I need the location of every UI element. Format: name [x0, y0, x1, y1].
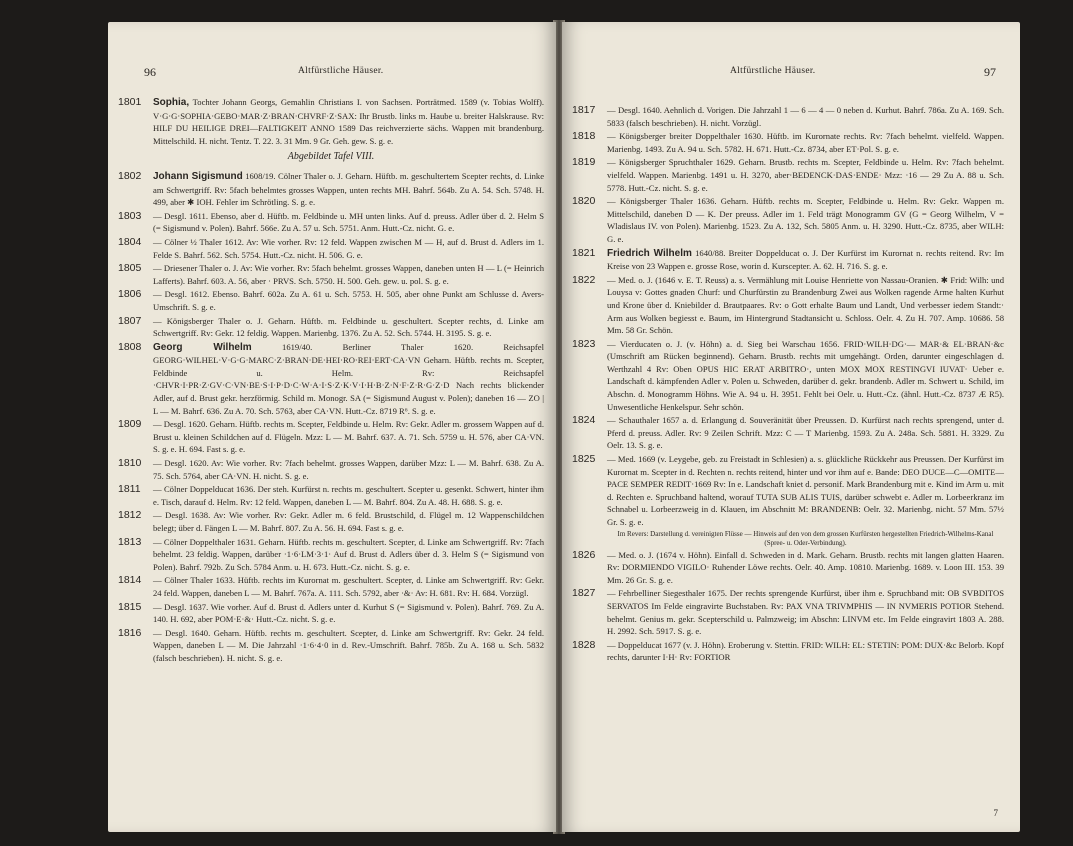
entry-description: — Desgl. 1640. Geharn. Hüftb. rechts m. geschultert. Scepter, d. Linke am Schwertgriff. Rv: Gekr. 24 feld. Wappen, daneben L — M. Die Jahrzahl ·1·6·4·0 in d. Rev.-Umschrift. Bahrf. 785b. Zu A. 168 u. Sch. 5832 (falsch beschrieben). H. nicht. S. g. e. — [153, 627, 544, 663]
entry-description: 1619/40. Berliner Thaler 1620. Reichsapfel GEORG·WILHEL·V·G·G·MARC·Z·BRAN·DE·HEI·RO·REI·ERT·CA·VN Geharn. Hüftb. rechts m. Scepter, Feldbinde u. Helm. Rv: Reichsapfel ·CHVR·I·PR·Z·GV·C·VN·BE·S·I·P·D·C·W·A·I·S·Z·K·V·I·H·B·Z·N·F·Z·R·G·Z·D Nach rechts blickender Adler, auf d. Brust gekr. herzförmig. Schild m. Monogr. SA (= Sigismund August v. Polen); daneben 16 — ZO | L — M. Bahrf. 636. Zu A. 70. Sch. 5763, aber CA·VN. Hutt.-Cz. 8719 R⁶. S. g. e. — [153, 341, 544, 416]
catalog-entry — [118, 574, 544, 599]
lot-number: 1812 — [118, 509, 142, 522]
catalog-entry — [118, 210, 544, 235]
catalog-entry — [572, 104, 1004, 129]
catalog-entry — [572, 130, 1004, 155]
entry-description: Im Revers: Darstellung d. vereinigten Flüsse — Hinweis auf den von dem grossen Kurfürsten hergestellten Friedrich-Wilhelms-Kanal (Spree- u. Oder-Verbindung). — [617, 529, 994, 547]
ruler-name: Georg Wilhelm — [153, 341, 252, 353]
catalog-entry — [572, 247, 1004, 273]
catalog-entry — [118, 262, 544, 287]
catalog-entry — [572, 549, 1004, 587]
lot-number: 1820 — [572, 195, 596, 208]
lot-number: 1807 — [118, 314, 142, 327]
catalog-entry — [118, 536, 544, 574]
running-header: Altfürstliche Häuser. — [730, 66, 816, 76]
ruler-name: Johann Sigismund — [153, 170, 243, 182]
catalog-entry — [572, 195, 1004, 245]
catalog-entry — [118, 315, 544, 340]
catalog-entry — [572, 338, 1004, 414]
entry-description: — Fehrbelliner Siegesthaler 1675. Der rechts sprengende Kurfürst, über ihm e. Spruchband mit: OB SVBDITOS SERVATOS Im Felde eingravirte Buchstaben. Rv: PAX VNA TRIVMPHIS — IN NVMERIS POTIOR Stehend. behelmt. Genius m. gekr. Scepterschild u. Palmzweig; im Abschn: LINVM etc. Im Felde eingravirt 1803 A. 288. H. 2992. Sch. 5917. S. g. e. — [607, 588, 1004, 637]
lot-number: 1815 — [118, 600, 142, 613]
lot-number: 1825 — [572, 453, 596, 466]
entry-description: — Cölner ½ Thaler 1612. Av: Wie vorher. Rv: 12 feld. Wappen zwischen M — H, auf d. Brust d. Adlers im 1. Felde S. Bahrf. 562. Sch. 5754. Hutt.-Cz. nicht. H. 506. G. e. — [153, 236, 544, 260]
lot-number: 1811 — [118, 483, 141, 496]
catalog-entry — [572, 639, 1004, 664]
lot-number: 1821 — [572, 246, 596, 259]
entry-description: — Doppelducat 1677 (v. J. Höhn). Eroberung v. Stettin. FRID: WILH: EL: STETIN: POM: DUX·&c Belorb. Kopf rechts, darunter I·H· Rv: FORTIOR — [607, 639, 1004, 663]
entry-description: — Desgl. 1638. Av: Wie vorher. Rv: Gekr. Adler m. 6 feld. Brustschild, d. Flügel m. 12 Wappenschildchen belegt; über d. Fängen L — M. Bahrf. 807. Zu A. 56. H. 694. Fast s. g. e. — [153, 510, 544, 533]
lot-number: 1828 — [572, 638, 596, 651]
entry-description: — Königsberger Thaler 1636. Geharn. Hüftb. rechts m. Scepter, Feldbinde u. Helm. Rv: Gekr. Wappen m. Mittelschild, daneben D — K. Der preuss. Adler im 1. Feld trägt Monogramm GV (G = Georg Wilhelm, V = Wladislaus IV. von Polen). Marienbg. 1523. Zu A. 132, Sch. 5805 Anm. u. H. 3290. Hutt.-Cz. 8735, aber WILH: G. e. — [607, 196, 1004, 244]
ruler-name: Sophia, — [153, 97, 190, 108]
entry-description: — Königsberger Thaler o. J. Geharn. Hüftb. m. Feldbinde u. geschultert. Scepter rechts, d. Linke am Schwertgriff. Rv: Gekr. 12 feldig. Wappen. Marienbg. 1376. Zu A. 52. Sch. 5744. H. 3195. S. g. e. — [153, 315, 544, 339]
lot-number: 1802 — [118, 169, 142, 182]
entry-description: 1608/19. Cölner Thaler o. J. Geharn. Hüftb. m. geschultertem Scepter rechts, d. Linke am Schwertgriff. Rv: 5fach behelmtes grosses Wappen, unten rechts MH. Bahrf. 564b. Zu A. 54. Sch. 5748. H. 499, aber ✱ IOH. Fehler im Schrötling. S. g. e. — [153, 170, 545, 208]
entry-description: — Königsberger breiter Doppelthaler 1630. Hüftb. im Kurornate rechts. Rv: 7fach behelmt. vielfeld. Wappen. Marienbg. 1493. Zu A. 94 u. Sch. 5782. H. 671. Hutt.-Cz. 8734, aber ET·Pol. S. g. e. — [607, 131, 1004, 154]
entry-description: — Desgl. 1611. Ebenso, aber d. Hüftb. m. Feldbinde u. MH unten links. Auf d. preuss. Adler über d. 2. Helm S (= Sigismund v. Polen). Bahrf. 566e. Zu A. 57 u. Sch. 5751. Anm. Hutt.-Cz. nicht. G. e. — [153, 210, 544, 234]
left-page — [108, 22, 556, 832]
entry-description: — Med. 1669 (v. Leygebe, geb. zu Freistadt in Schlesien) a. s. glückliche Rückkehr aus Preussen. Der Kurfürst im Kurornat m. Scepter in d. Rechten n. rechts reitend, hinter und vor ihm auf e. Bande: DEO DUCE—C—OMITE—PACE SEMPER REDIT·1669 Rv: In e. Landschaft kniet d. personif. Mark Brandenburg mit e. Kind im Arm u. mit d. Rechten e. Spruchband haltend, worauf TUTA SUB ALIS TUIS, darüber schwebt e. Adler m. Lorbeerkranz im Schnabel u. Lorbeerzweig in d. Klauen, im Abschnitt M: BRANDENB: Oelr. 32. Marienbg. nicht. 57 Mm. 57½ Gr. S. g. e. — [607, 454, 1004, 527]
running-header: Altfürstliche Häuser. — [298, 66, 384, 76]
catalog-entry — [572, 414, 1004, 452]
entry-description: — Cölner Doppelthaler 1631. Geharn. Hüftb. rechts m. geschultert. Scepter, d. Linke am Schwertgriff. Rv: 7fach behelmt. 23 feldig. Wappen, darüber ·1·6·LM·3·1· Auf d. Brust d. Adlers über d. 3. Helm S (= Sigismund von Polen). Bahrf. 792b. Zu Sch. 5784 Anm. u. H. 673. Hutt.-Cz. nicht. S. g. e. — [153, 536, 544, 572]
entry-description: — Desgl. 1612. Ebenso. Bahrf. 602a. Zu A. 61 u. Sch. 5753. H. 505, aber ohne Punkt am Schlusse d. Avers-Umschrift. S. g. e. — [153, 289, 544, 312]
catalog-entries — [118, 96, 544, 666]
lot-number: 1826 — [572, 548, 596, 561]
entry-description: — Desgl. 1640. Aehnlich d. Vorigen. Die Jahrzahl 1 — 6 — 4 — 0 neben d. Kurhut. Bahrf. 786a. Zu A. 169. Sch. 5833 (falsch beschrieben). H. nicht. Vorzügl. — [607, 105, 1004, 128]
lot-number: 1817 — [572, 104, 596, 116]
entry-description: — Schauthaler 1657 a. d. Erlangung d. Souveränität über Preussen. D. Kurfürst nach rechts sprengend, unter d. Pferd d. preuss. Adler. Rv: 9 Zeilen Schrift. Mzz: C — T Marienbg. 1593. Zu A. 248a. Sch. 5881. H. 3329. Zu Oelr. 13. S. g. e. — [607, 415, 1004, 451]
entry-description: — Königsberger Spruchthaler 1629. Geharn. Brustb. rechts m. Scepter, Feldbinde u. Helm. Rv: 7fach behelmt. vielfeld. Wappen. Marienbg. 1491 u. H. 3270, aber·BEDENCK·DAS·ENDE· Mzz: ·16 — 29 Zu A. 88 u. Sch. 5778. Hutt.-Cz. nicht. S. g. e. — [607, 157, 1004, 193]
lot-number: 1814 — [118, 574, 142, 587]
entry-description: — Med. o. J. (1646 v. E. T. Reuss) a. s. Vermählung mit Louise Henriette von Nassau-Oranien. ✱ Frid: Wilh: und Louysa v: Gottes gnaden Churf: und Churfürstin zu Brandenburg Zwei aus Wolken ragende Arme halten Kurhut und Krone über d. Kniebilder d. Brautpaares. Rv: o Gott erhalte Baum und Landt, Und verbesser iedem Standt:· Arm aus Wolken begiesst e. Baum, im Hintergrund Stadtansicht u. Schloss. Oelr. 4. Zu H. 707. Amp. 10686. 58 Mm. 58 Gr. Schön. — [607, 274, 1004, 336]
plate-note: Abgebildet Tafel VIII. — [287, 151, 375, 163]
entry-description: 1640/88. Breiter Doppelducat o. J. Der Kurfürst im Kurornat n. rechts reitend. Rv: Im Kreise von 23 Wappen e. grosse Rose, worin d. Kurscepter. A. 62. H. 716. S. g. e. — [607, 247, 1004, 272]
lot-number: 1818 — [572, 130, 596, 143]
catalog-entry — [118, 288, 544, 313]
lot-number: 1816 — [118, 626, 142, 639]
lot-number: 1823 — [572, 337, 596, 350]
catalog-entry — [572, 274, 1004, 337]
catalog-entry — [572, 587, 1004, 637]
catalog-entry — [118, 627, 544, 665]
entry-description: — Cölner Doppelducat 1636. Der steh. Kurfürst n. rechts m. geschultert. Scepter u. gesenkt. Schwert, hinter ihm e. Tisch, darauf d. Helm. Rv: 12 feld. Wappen, daneben L — M. Bahrf. 804. Zu A. 48. H. 688. S. g. e. — [153, 484, 544, 507]
lot-number: 1824 — [572, 414, 596, 427]
catalog-entry — [118, 96, 544, 147]
ruler-name: Friedrich Wilhelm — [607, 247, 692, 259]
catalog-entry — [118, 509, 544, 534]
catalog-entry — [118, 418, 544, 456]
catalog-entry — [572, 453, 1004, 529]
lot-number: 1813 — [118, 535, 142, 548]
entry-description: — Desgl. 1620. Av: Wie vorher. Rv: 7fach behelmt. grosses Wappen, darüber Mzz: L — M. Bahrf. 638. Zu A. 75. Sch. 5764, aber CA·VN. H. nicht. S. g. e. — [153, 458, 544, 481]
entry-description: — Vierducaten o. J. (v. Höhn) a. d. Sieg bei Warschau 1656. FRID·WILH·DG·— MAR·& EL·BRAN·&c (Umschrift am Rücken beginnend). Geharn. Brustb. rechts mit umgehängt. Orden, darunter eingeschlagen d. Werthzahl 4 Rv: Oben OPUS HIC ERAT ARBITRO·, unten MOX MOX RESTINGVI IUVAT· Ueber e. Landschaft d. kämpfenden Adler v. Polen u. Schweden, darüber d. gekr. brandenb. Adler m. Schwert u. Schild, im Abschn. d. Monogramm Höhns. Wie A. 94 u. H. 3951. Fehlt bei Oelr. u. Hutt.-Cz. (ähnl. Hutt.-Cz. 8737 Æ R5). Unwesentliche Henkelspur. Sehr schön. — [607, 338, 1004, 412]
entry-description: — Desgl. 1620. Geharn. Hüftb. rechts m. Scepter, Feldbinde u. Helm. Rv: Gekr. Adler m. grossem Wappen auf d. Brust u. kleinen Schildchen auf d. Flügeln. Mzz: L — M. Bahrf. 637. A. 71. Sch. 5759 u. H. 576, aber CA·VN. S. g. e. H. 694. Fast s. g. e. — [153, 419, 544, 455]
catalog-entry — [572, 156, 1004, 194]
lot-number: 1809 — [118, 418, 142, 431]
catalog-entry — [118, 457, 544, 482]
lot-number: 1804 — [118, 235, 142, 248]
lot-number: 1810 — [118, 457, 142, 470]
lot-number: 1805 — [118, 262, 142, 275]
catalog-entry — [118, 170, 544, 209]
signature-mark: 7 — [993, 808, 998, 818]
lot-number: 1806 — [118, 288, 142, 301]
entry-description: — Cölner Thaler 1633. Hüftb. rechts im Kurornat m. geschultert. Scepter, d. Linke am Schwertgriff. Rv: Gekr. 24 feld. Wappen, daneben L — M. Bahrf. 767a. A. 111. Sch. 5792, aber ·&· Av: H. 681. Rv: H. 684. Vorzügl. — [153, 575, 544, 598]
lot-number: 1827 — [572, 587, 596, 600]
entry-description: Tochter Johann Georgs, Gemahlin Christians I. von Sachsen. Porträtmed. 1589 (v. Tobias Wolff). V·G·G·SOPHIA·GEBO·MAR·Z·BRAN·CHVRF·Z·SAX: Ihr Brustb. links m. Haube u. breiter Halskrause. Rv: HILF DU HEILIGE DREI—FALTIGKEIT ANNO 1589 Das reichverzierte sächs. Wappen mit brandenburg. Mittelschild. H. nicht. Tentz. T. 22. 3. 31 Mm. 9 Gr. Geh. gew. S. g. e. — [153, 97, 544, 146]
lot-number: 1819 — [572, 156, 596, 169]
lot-number: 1808 — [118, 340, 142, 353]
lot-number: 1801 — [118, 96, 142, 108]
entry-description: — Desgl. 1637. Wie vorher. Auf d. Brust d. Adlers unter d. Kurhut S (= Sigismund v. Polen). Bahrf. 769. Zu A. 140. H. 692, aber POM·E·&· Hutt.-Cz. nicht. S. g. e. — [153, 601, 544, 625]
page-number: 97 — [984, 65, 996, 79]
entry-description: — Med. o. J. (1674 v. Höhn). Einfall d. Schweden in d. Mark. Geharn. Brustb. rechts mit langen glatten Haaren. Rv: DORMIENDO VIGILO· Ruhender Löwe rechts. Oelr. 40. Amp. 10810. Marienbg. 1689. v. Loon III. 153. 39 Mm. 26 Gr. S. g. e. — [607, 549, 1004, 585]
catalog-entries — [572, 104, 1004, 665]
right-page — [562, 22, 1020, 832]
footnote — [572, 530, 1004, 548]
entry-description: — Driesener Thaler o. J. Av: Wie vorher. Rv: 5fach behelmt. grosses Wappen, daneben unten H — L (= Heinrich Lafferts). Bahrf. 603. A. 56, aber · PRVS. Sch. 5750. H. 500. Geh. gew. u. pol. S. g. e. — [153, 263, 544, 286]
catalog-entry — [118, 483, 544, 508]
catalog-entry — [118, 601, 544, 626]
catalog-entry — [118, 341, 544, 418]
page-number: 96 — [144, 65, 156, 79]
lot-number: 1822 — [572, 273, 596, 286]
lot-number: 1803 — [118, 209, 142, 222]
catalog-entry — [118, 236, 544, 261]
